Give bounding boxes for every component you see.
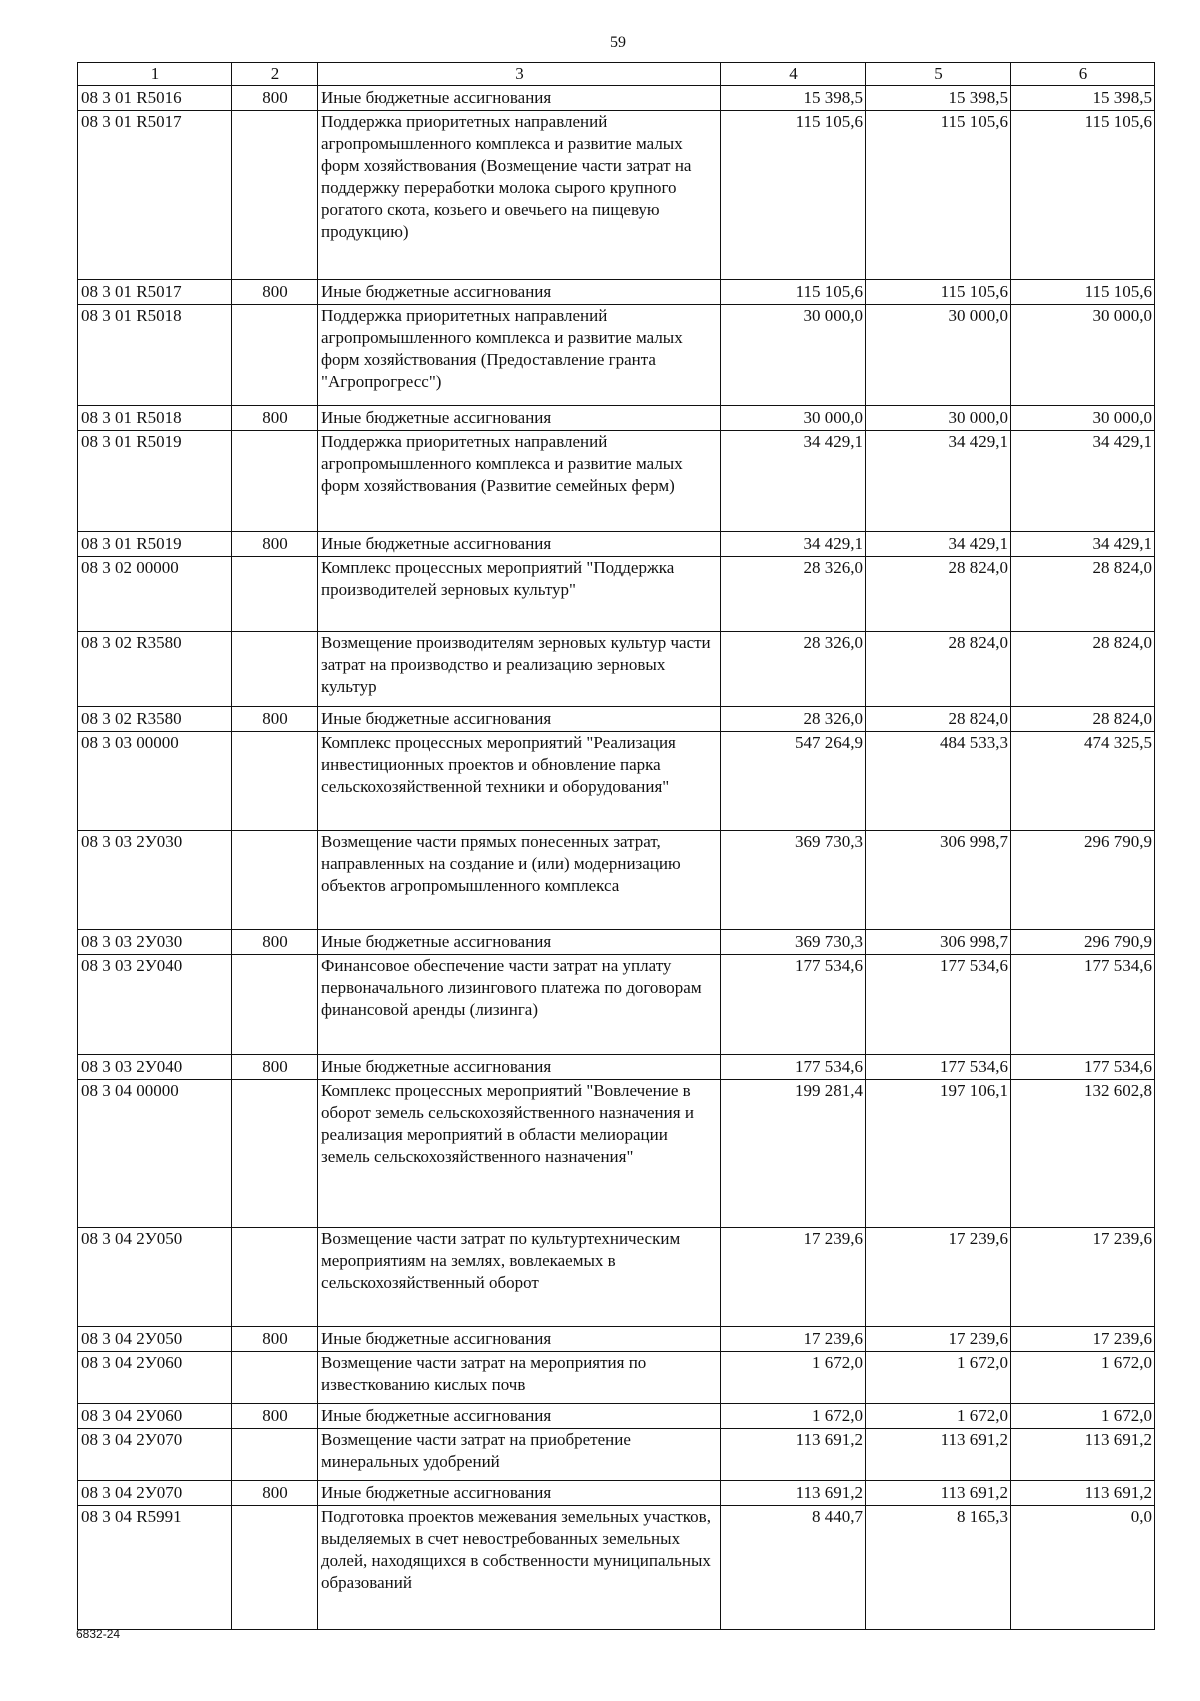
amount-col-5: 113 691,2 (866, 1429, 1011, 1481)
expense-type: 800 (232, 1327, 318, 1352)
item-name: Иные бюджетные ассигнования (318, 707, 721, 732)
item-name: Возмещение части затрат по культуртехническим мероприятиям на землях, вовлекаемых в сельскохозяйственный оборот (318, 1228, 721, 1327)
amount-col-4: 177 534,6 (721, 955, 866, 1055)
table-row (78, 1481, 1155, 1506)
table-body (78, 86, 1155, 1630)
amount-col-5: 115 105,6 (866, 111, 1011, 280)
expense-type (232, 831, 318, 930)
amount-col-6: 113 691,2 (1011, 1429, 1155, 1481)
table-row (78, 707, 1155, 732)
amount-col-5: 28 824,0 (866, 557, 1011, 632)
table-row (78, 111, 1155, 280)
budget-code: 08 3 01 R5017 (78, 111, 232, 280)
amount-col-6: 296 790,9 (1011, 831, 1155, 930)
expense-type (232, 1429, 318, 1481)
expense-type: 800 (232, 86, 318, 111)
amount-col-4: 547 264,9 (721, 732, 866, 831)
item-name: Поддержка приоритетных направлений агропромышленного комплекса и развитие малых форм хозяйствования (Предоставление гранта "Агропрогресс") (318, 305, 721, 406)
amount-col-4: 113 691,2 (721, 1481, 866, 1506)
header-row (78, 63, 1155, 86)
expense-type (232, 1228, 318, 1327)
budget-code: 08 3 01 R5019 (78, 431, 232, 532)
amount-col-6: 177 534,6 (1011, 955, 1155, 1055)
table-row (78, 1228, 1155, 1327)
item-name: Иные бюджетные ассигнования (318, 1055, 721, 1080)
item-name: Иные бюджетные ассигнования (318, 532, 721, 557)
amount-col-5: 8 165,3 (866, 1506, 1011, 1630)
table-row (78, 930, 1155, 955)
item-name: Иные бюджетные ассигнования (318, 280, 721, 305)
expense-type (232, 1352, 318, 1404)
budget-code: 08 3 03 2У030 (78, 930, 232, 955)
amount-col-6: 34 429,1 (1011, 532, 1155, 557)
amount-col-6: 28 824,0 (1011, 632, 1155, 707)
item-name: Иные бюджетные ассигнования (318, 406, 721, 431)
table-row (78, 955, 1155, 1055)
expense-type: 800 (232, 406, 318, 431)
amount-col-6: 15 398,5 (1011, 86, 1155, 111)
item-name: Возмещение производителям зерновых культур части затрат на производство и реализацию зерновых культур (318, 632, 721, 707)
table-row (78, 431, 1155, 532)
expense-type (232, 632, 318, 707)
column-header-6: 6 (1011, 63, 1155, 86)
budget-code: 08 3 04 2У060 (78, 1352, 232, 1404)
budget-code: 08 3 01 R5017 (78, 280, 232, 305)
expense-type (232, 1506, 318, 1630)
budget-code: 08 3 03 00000 (78, 732, 232, 831)
amount-col-5: 15 398,5 (866, 86, 1011, 111)
budget-code: 08 3 03 2У040 (78, 955, 232, 1055)
budget-code: 08 3 03 2У040 (78, 1055, 232, 1080)
amount-col-6: 0,0 (1011, 1506, 1155, 1630)
table-row (78, 1429, 1155, 1481)
table-row (78, 831, 1155, 930)
amount-col-5: 113 691,2 (866, 1481, 1011, 1506)
amount-col-5: 30 000,0 (866, 305, 1011, 406)
amount-col-5: 306 998,7 (866, 930, 1011, 955)
expense-type: 800 (232, 707, 318, 732)
document-code: 6832-24 (76, 1627, 121, 1641)
table-row (78, 1055, 1155, 1080)
amount-col-4: 34 429,1 (721, 532, 866, 557)
amount-col-5: 17 239,6 (866, 1327, 1011, 1352)
amount-col-6: 474 325,5 (1011, 732, 1155, 831)
amount-col-5: 115 105,6 (866, 280, 1011, 305)
expense-type (232, 732, 318, 831)
amount-col-4: 1 672,0 (721, 1404, 866, 1429)
amount-col-4: 30 000,0 (721, 305, 866, 406)
expense-type (232, 305, 318, 406)
expense-type: 800 (232, 1481, 318, 1506)
amount-col-4: 15 398,5 (721, 86, 866, 111)
amount-col-6: 34 429,1 (1011, 431, 1155, 532)
table-row (78, 1327, 1155, 1352)
item-name: Комплекс процессных мероприятий "Поддержка производителей зерновых культур" (318, 557, 721, 632)
budget-code: 08 3 02 R3580 (78, 632, 232, 707)
amount-col-6: 30 000,0 (1011, 305, 1155, 406)
table-row (78, 1080, 1155, 1228)
amount-col-6: 1 672,0 (1011, 1352, 1155, 1404)
amount-col-5: 17 239,6 (866, 1228, 1011, 1327)
amount-col-5: 30 000,0 (866, 406, 1011, 431)
amount-col-5: 306 998,7 (866, 831, 1011, 930)
table-row (78, 305, 1155, 406)
amount-col-5: 28 824,0 (866, 632, 1011, 707)
expense-type (232, 557, 318, 632)
amount-col-4: 28 326,0 (721, 707, 866, 732)
budget-code: 08 3 02 R3580 (78, 707, 232, 732)
table-row (78, 1404, 1155, 1429)
amount-col-5: 197 106,1 (866, 1080, 1011, 1228)
item-name: Возмещение части прямых понесенных затрат, направленных на создание и (или) модернизацию объектов агропромышленного комплекса (318, 831, 721, 930)
column-header-1: 1 (78, 63, 232, 86)
amount-col-4: 369 730,3 (721, 930, 866, 955)
amount-col-5: 34 429,1 (866, 431, 1011, 532)
amount-col-4: 34 429,1 (721, 431, 866, 532)
expense-type (232, 431, 318, 532)
amount-col-4: 28 326,0 (721, 632, 866, 707)
amount-col-6: 1 672,0 (1011, 1404, 1155, 1429)
table-row (78, 532, 1155, 557)
amount-col-6: 296 790,9 (1011, 930, 1155, 955)
table-row (78, 632, 1155, 707)
item-name: Иные бюджетные ассигнования (318, 1327, 721, 1352)
item-name: Комплекс процессных мероприятий "Вовлечение в оборот земель сельскохозяйственного назначения и реализация мероприятий в области мелиорации земель сельскохозяйственного назначения" (318, 1080, 721, 1228)
budget-code: 08 3 03 2У030 (78, 831, 232, 930)
page-number: 59 (610, 34, 626, 51)
amount-col-6: 177 534,6 (1011, 1055, 1155, 1080)
budget-code: 08 3 04 2У050 (78, 1327, 232, 1352)
column-header-5: 5 (866, 63, 1011, 86)
item-name: Иные бюджетные ассигнования (318, 930, 721, 955)
amount-col-5: 177 534,6 (866, 955, 1011, 1055)
amount-col-4: 30 000,0 (721, 406, 866, 431)
item-name: Иные бюджетные ассигнования (318, 1404, 721, 1429)
amount-col-6: 28 824,0 (1011, 707, 1155, 732)
amount-col-6: 115 105,6 (1011, 280, 1155, 305)
item-name: Поддержка приоритетных направлений агропромышленного комплекса и развитие малых форм хозяйствования (Возмещение части затрат на поддержку переработки молока сырого крупного рогатого скота, козьего и овечьего на пищевую продукцию) (318, 111, 721, 280)
expense-type: 800 (232, 280, 318, 305)
budget-code: 08 3 04 2У050 (78, 1228, 232, 1327)
amount-col-4: 8 440,7 (721, 1506, 866, 1630)
amount-col-6: 28 824,0 (1011, 557, 1155, 632)
amount-col-4: 115 105,6 (721, 280, 866, 305)
amount-col-5: 28 824,0 (866, 707, 1011, 732)
item-name: Возмещение части затрат на приобретение минеральных удобрений (318, 1429, 721, 1481)
table-row (78, 732, 1155, 831)
budget-code: 08 3 01 R5016 (78, 86, 232, 111)
amount-col-5: 484 533,3 (866, 732, 1011, 831)
expense-type (232, 955, 318, 1055)
amount-col-4: 115 105,6 (721, 111, 866, 280)
budget-code: 08 3 01 R5018 (78, 406, 232, 431)
amount-col-4: 17 239,6 (721, 1327, 866, 1352)
amount-col-6: 17 239,6 (1011, 1228, 1155, 1327)
amount-col-4: 17 239,6 (721, 1228, 866, 1327)
budget-table (77, 62, 1155, 1630)
amount-col-6: 132 602,8 (1011, 1080, 1155, 1228)
table-row (78, 406, 1155, 431)
budget-code: 08 3 04 2У070 (78, 1429, 232, 1481)
amount-col-5: 177 534,6 (866, 1055, 1011, 1080)
item-name: Возмещение части затрат на мероприятия по известкованию кислых почв (318, 1352, 721, 1404)
expense-type: 800 (232, 532, 318, 557)
amount-col-5: 1 672,0 (866, 1352, 1011, 1404)
amount-col-4: 177 534,6 (721, 1055, 866, 1080)
item-name: Финансовое обеспечение части затрат на уплату первоначального лизингового платежа по договорам финансовой аренды (лизинга) (318, 955, 721, 1055)
amount-col-4: 1 672,0 (721, 1352, 866, 1404)
budget-code: 08 3 01 R5018 (78, 305, 232, 406)
expense-type: 800 (232, 1404, 318, 1429)
amount-col-6: 17 239,6 (1011, 1327, 1155, 1352)
column-header-2: 2 (232, 63, 318, 86)
table-row (78, 1352, 1155, 1404)
amount-col-6: 113 691,2 (1011, 1481, 1155, 1506)
budget-code: 08 3 04 2У070 (78, 1481, 232, 1506)
budget-code: 08 3 02 00000 (78, 557, 232, 632)
amount-col-4: 199 281,4 (721, 1080, 866, 1228)
table-row (78, 280, 1155, 305)
column-header-4: 4 (721, 63, 866, 86)
amount-col-6: 115 105,6 (1011, 111, 1155, 280)
amount-col-4: 28 326,0 (721, 557, 866, 632)
item-name: Подготовка проектов межевания земельных участков, выделяемых в счет невостребованных земельных долей, находящихся в собственности муниципальных образований (318, 1506, 721, 1630)
table-row (78, 86, 1155, 111)
item-name: Иные бюджетные ассигнования (318, 1481, 721, 1506)
item-name: Комплекс процессных мероприятий "Реализация инвестиционных проектов и обновление парка сельскохозяйственной техники и оборудования" (318, 732, 721, 831)
amount-col-5: 34 429,1 (866, 532, 1011, 557)
budget-code: 08 3 04 2У060 (78, 1404, 232, 1429)
item-name: Иные бюджетные ассигнования (318, 86, 721, 111)
expense-type (232, 1080, 318, 1228)
budget-code: 08 3 04 00000 (78, 1080, 232, 1228)
expense-type: 800 (232, 930, 318, 955)
budget-code: 08 3 01 R5019 (78, 532, 232, 557)
expense-type (232, 111, 318, 280)
amount-col-6: 30 000,0 (1011, 406, 1155, 431)
table-row (78, 557, 1155, 632)
table-row (78, 1506, 1155, 1630)
amount-col-5: 1 672,0 (866, 1404, 1011, 1429)
amount-col-4: 369 730,3 (721, 831, 866, 930)
amount-col-4: 113 691,2 (721, 1429, 866, 1481)
expense-type: 800 (232, 1055, 318, 1080)
budget-code: 08 3 04 R5991 (78, 1506, 232, 1630)
column-header-3: 3 (318, 63, 721, 86)
item-name: Поддержка приоритетных направлений агропромышленного комплекса и развитие малых форм хозяйствования (Развитие семейных ферм) (318, 431, 721, 532)
